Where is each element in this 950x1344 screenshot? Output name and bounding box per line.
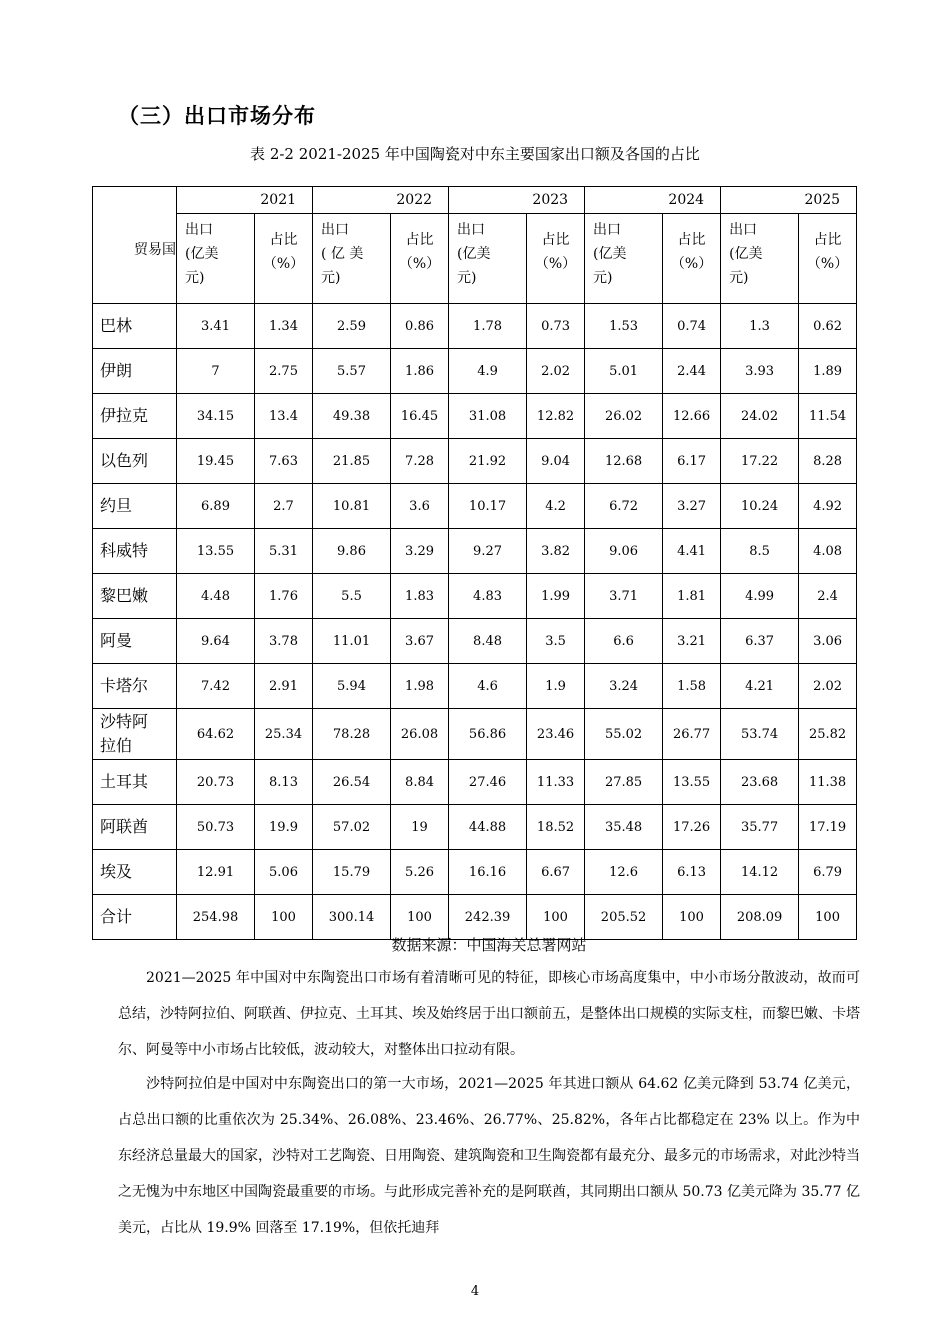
share-value-cell: 2.4 xyxy=(799,574,857,619)
export-value-cell: 10.81 xyxy=(313,484,391,529)
export-value-cell: 26.02 xyxy=(585,394,663,439)
share-value-cell: 25.82 xyxy=(799,709,857,760)
export-value-cell: 15.79 xyxy=(313,850,391,895)
share-value-cell: 6.13 xyxy=(663,850,721,895)
share-value-cell: 1.99 xyxy=(527,574,585,619)
export-value-cell: 208.09 xyxy=(721,895,799,940)
share-value-cell: 2.44 xyxy=(663,349,721,394)
export-value-cell: 11.01 xyxy=(313,619,391,664)
country-cell: 巴林 xyxy=(93,304,177,349)
export-value-cell: 6.37 xyxy=(721,619,799,664)
share-value-cell: 6.79 xyxy=(799,850,857,895)
share-value-cell: 7.28 xyxy=(391,439,449,484)
export-value-cell: 7 xyxy=(177,349,255,394)
export-value-cell: 3.93 xyxy=(721,349,799,394)
share-value-cell: 6.67 xyxy=(527,850,585,895)
export-value-cell: 26.54 xyxy=(313,760,391,805)
export-value-cell: 21.85 xyxy=(313,439,391,484)
share-value-cell: 0.62 xyxy=(799,304,857,349)
export-value-cell: 35.77 xyxy=(721,805,799,850)
share-value-cell: 0.74 xyxy=(663,304,721,349)
export-value-cell: 8.5 xyxy=(721,529,799,574)
export-value-cell: 23.68 xyxy=(721,760,799,805)
export-column-header: 出口 (亿美 元) xyxy=(449,214,527,304)
table-row xyxy=(93,760,857,805)
share-value-cell: 3.29 xyxy=(391,529,449,574)
export-value-cell: 44.88 xyxy=(449,805,527,850)
share-value-cell: 100 xyxy=(391,895,449,940)
country-cell: 阿曼 xyxy=(93,619,177,664)
share-value-cell: 1.86 xyxy=(391,349,449,394)
share-value-cell: 5.06 xyxy=(255,850,313,895)
share-value-cell: 5.31 xyxy=(255,529,313,574)
table-row xyxy=(93,805,857,850)
export-value-cell: 57.02 xyxy=(313,805,391,850)
export-value-cell: 1.53 xyxy=(585,304,663,349)
export-value-cell: 19.45 xyxy=(177,439,255,484)
share-value-cell: 3.78 xyxy=(255,619,313,664)
share-value-cell: 100 xyxy=(527,895,585,940)
sub-header-row xyxy=(93,214,857,304)
country-cell: 土耳其 xyxy=(93,760,177,805)
country-cell: 约旦 xyxy=(93,484,177,529)
export-value-cell: 21.92 xyxy=(449,439,527,484)
export-value-cell: 4.48 xyxy=(177,574,255,619)
table-row xyxy=(93,709,857,760)
export-table xyxy=(92,186,857,940)
share-value-cell: 3.21 xyxy=(663,619,721,664)
export-value-cell: 31.08 xyxy=(449,394,527,439)
share-column-header: 占比 （%） xyxy=(391,214,449,304)
export-value-cell: 6.72 xyxy=(585,484,663,529)
export-value-cell: 12.68 xyxy=(585,439,663,484)
table-row xyxy=(93,619,857,664)
share-value-cell: 8.13 xyxy=(255,760,313,805)
table-row xyxy=(93,664,857,709)
year-header: 2023 xyxy=(449,187,585,214)
export-value-cell: 9.86 xyxy=(313,529,391,574)
body-paragraph: 沙特阿拉伯是中国对中东陶瓷出口的第一大市场，2021—2025 年其进口额从 64.62 亿美元降到 53.74 亿美元，占总出口额的比重依次为 25.34%、26.08%、23.46%、26.77%、25.82%，各年占比都稳定在 23% 以上。作为中东经济总量最大的国家，沙特对工艺陶瓷、日用陶瓷、建筑陶瓷和卫生陶瓷都有最充分、最多元的市场需求，对此沙特当之无愧为中东地区中国陶瓷最重要的市场。与此形成完善补充的是阿联酋，其同期出口额从 50.73 亿美元降为 35.77 亿美元，占比从 19.9% 回落至 17.19%，但依托迪拜 xyxy=(118,1076,860,1236)
export-value-cell: 53.74 xyxy=(721,709,799,760)
export-value-cell: 300.14 xyxy=(313,895,391,940)
export-value-cell: 2.59 xyxy=(313,304,391,349)
export-value-cell: 10.24 xyxy=(721,484,799,529)
share-value-cell: 9.04 xyxy=(527,439,585,484)
share-value-cell: 4.08 xyxy=(799,529,857,574)
share-value-cell: 1.34 xyxy=(255,304,313,349)
body-paragraph: 2021—2025 年中国对中东陶瓷出口市场有着清晰可见的特征，即核心市场高度集中，中小市场分散波动，故而可总结，沙特阿拉伯、阿联酋、伊拉克、土耳其、埃及始终居于出口额前五，是整体出口规模的实际支柱，而黎巴嫩、卡塔尔、阿曼等中小市场占比较低，波动较大，对整体出口拉动有限。 xyxy=(118,970,860,1058)
share-value-cell: 3.5 xyxy=(527,619,585,664)
country-cell: 埃及 xyxy=(93,850,177,895)
export-value-cell: 4.6 xyxy=(449,664,527,709)
export-column-header: 出口 ( 亿 美 元) xyxy=(313,214,391,304)
share-value-cell: 3.82 xyxy=(527,529,585,574)
export-value-cell: 24.02 xyxy=(721,394,799,439)
share-column-header: 占比 （%） xyxy=(663,214,721,304)
share-value-cell: 1.9 xyxy=(527,664,585,709)
share-value-cell: 19.9 xyxy=(255,805,313,850)
page-number: 4 xyxy=(470,1284,480,1299)
country-cell: 沙特阿 拉伯 xyxy=(93,709,177,760)
export-value-cell: 242.39 xyxy=(449,895,527,940)
table-row xyxy=(93,895,857,940)
export-value-cell: 9.64 xyxy=(177,619,255,664)
export-value-cell: 12.91 xyxy=(177,850,255,895)
export-value-cell: 7.42 xyxy=(177,664,255,709)
share-value-cell: 11.38 xyxy=(799,760,857,805)
year-header: 2024 xyxy=(585,187,721,214)
share-value-cell: 1.98 xyxy=(391,664,449,709)
share-value-cell: 5.26 xyxy=(391,850,449,895)
table-row xyxy=(93,850,857,895)
export-value-cell: 5.01 xyxy=(585,349,663,394)
export-value-cell: 6.6 xyxy=(585,619,663,664)
export-value-cell: 64.62 xyxy=(177,709,255,760)
share-value-cell: 12.66 xyxy=(663,394,721,439)
export-value-cell: 20.73 xyxy=(177,760,255,805)
country-cell: 科威特 xyxy=(93,529,177,574)
country-cell: 阿联酋 xyxy=(93,805,177,850)
country-cell: 黎巴嫩 xyxy=(93,574,177,619)
share-value-cell: 25.34 xyxy=(255,709,313,760)
export-value-cell: 49.38 xyxy=(313,394,391,439)
export-value-cell: 3.24 xyxy=(585,664,663,709)
share-value-cell: 4.41 xyxy=(663,529,721,574)
export-value-cell: 14.12 xyxy=(721,850,799,895)
export-value-cell: 3.71 xyxy=(585,574,663,619)
share-value-cell: 13.4 xyxy=(255,394,313,439)
share-column-header: 占比 （%） xyxy=(527,214,585,304)
share-value-cell: 2.91 xyxy=(255,664,313,709)
export-value-cell: 1.78 xyxy=(449,304,527,349)
share-value-cell: 19 xyxy=(391,805,449,850)
table-row xyxy=(93,574,857,619)
share-value-cell: 8.28 xyxy=(799,439,857,484)
export-value-cell: 55.02 xyxy=(585,709,663,760)
export-value-cell: 27.85 xyxy=(585,760,663,805)
share-value-cell: 8.84 xyxy=(391,760,449,805)
export-value-cell: 3.41 xyxy=(177,304,255,349)
table-row xyxy=(93,484,857,529)
export-value-cell: 56.86 xyxy=(449,709,527,760)
share-value-cell: 0.73 xyxy=(527,304,585,349)
table-body xyxy=(93,304,857,940)
year-header: 2022 xyxy=(313,187,449,214)
share-value-cell: 12.82 xyxy=(527,394,585,439)
share-value-cell: 0.86 xyxy=(391,304,449,349)
share-value-cell: 2.7 xyxy=(255,484,313,529)
country-cell: 伊朗 xyxy=(93,349,177,394)
share-value-cell: 3.06 xyxy=(799,619,857,664)
table-row xyxy=(93,304,857,349)
export-value-cell: 34.15 xyxy=(177,394,255,439)
export-value-cell: 5.57 xyxy=(313,349,391,394)
share-column-header: 占比 （%） xyxy=(799,214,857,304)
export-value-cell: 205.52 xyxy=(585,895,663,940)
export-value-cell: 10.17 xyxy=(449,484,527,529)
share-value-cell: 3.67 xyxy=(391,619,449,664)
share-value-cell: 1.89 xyxy=(799,349,857,394)
export-value-cell: 254.98 xyxy=(177,895,255,940)
share-value-cell: 17.26 xyxy=(663,805,721,850)
share-value-cell: 13.55 xyxy=(663,760,721,805)
export-value-cell: 17.22 xyxy=(721,439,799,484)
export-value-cell: 78.28 xyxy=(313,709,391,760)
share-value-cell: 26.08 xyxy=(391,709,449,760)
table-row xyxy=(93,349,857,394)
share-value-cell: 6.17 xyxy=(663,439,721,484)
share-value-cell: 1.76 xyxy=(255,574,313,619)
export-value-cell: 1.3 xyxy=(721,304,799,349)
country-cell: 以色列 xyxy=(93,439,177,484)
export-value-cell: 4.83 xyxy=(449,574,527,619)
year-header: 2021 xyxy=(177,187,313,214)
share-value-cell: 7.63 xyxy=(255,439,313,484)
country-cell: 合计 xyxy=(93,895,177,940)
share-value-cell: 17.19 xyxy=(799,805,857,850)
export-value-cell: 5.5 xyxy=(313,574,391,619)
country-cell: 伊拉克 xyxy=(93,394,177,439)
table-row xyxy=(93,394,857,439)
share-value-cell: 3.27 xyxy=(663,484,721,529)
export-column-header: 出口 (亿美 元) xyxy=(721,214,799,304)
share-value-cell: 1.58 xyxy=(663,664,721,709)
export-value-cell: 5.94 xyxy=(313,664,391,709)
share-value-cell: 11.33 xyxy=(527,760,585,805)
share-value-cell: 3.6 xyxy=(391,484,449,529)
share-value-cell: 100 xyxy=(255,895,313,940)
export-value-cell: 13.55 xyxy=(177,529,255,574)
share-value-cell: 23.46 xyxy=(527,709,585,760)
export-value-cell: 9.06 xyxy=(585,529,663,574)
export-value-cell: 4.99 xyxy=(721,574,799,619)
country-column-header: 贸易国 xyxy=(93,187,177,304)
section-heading: （三）出口市场分布 xyxy=(118,104,316,128)
export-value-cell: 4.21 xyxy=(721,664,799,709)
share-value-cell: 18.52 xyxy=(527,805,585,850)
export-value-cell: 6.89 xyxy=(177,484,255,529)
share-value-cell: 11.54 xyxy=(799,394,857,439)
export-column-header: 出口 (亿美 元) xyxy=(177,214,255,304)
share-value-cell: 100 xyxy=(663,895,721,940)
export-value-cell: 35.48 xyxy=(585,805,663,850)
share-value-cell: 2.75 xyxy=(255,349,313,394)
export-column-header: 出口 (亿美 元) xyxy=(585,214,663,304)
share-value-cell: 2.02 xyxy=(527,349,585,394)
share-value-cell: 4.92 xyxy=(799,484,857,529)
export-value-cell: 27.46 xyxy=(449,760,527,805)
share-value-cell: 1.81 xyxy=(663,574,721,619)
export-value-cell: 9.27 xyxy=(449,529,527,574)
source-note: 数据来源：中国海关总署网站 xyxy=(391,936,587,954)
export-value-cell: 4.9 xyxy=(449,349,527,394)
share-value-cell: 100 xyxy=(799,895,857,940)
table-row xyxy=(93,439,857,484)
share-value-cell: 16.45 xyxy=(391,394,449,439)
year-header-row xyxy=(93,187,857,214)
share-value-cell: 26.77 xyxy=(663,709,721,760)
share-value-cell: 1.83 xyxy=(391,574,449,619)
country-cell: 卡塔尔 xyxy=(93,664,177,709)
share-value-cell: 2.02 xyxy=(799,664,857,709)
share-column-header: 占比 （%） xyxy=(255,214,313,304)
export-value-cell: 8.48 xyxy=(449,619,527,664)
export-value-cell: 12.6 xyxy=(585,850,663,895)
year-header: 2025 xyxy=(721,187,857,214)
share-value-cell: 4.2 xyxy=(527,484,585,529)
table-caption: 表 2-2 2021-2025 年中国陶瓷对中东主要国家出口额及各国的占比 xyxy=(250,145,700,163)
export-value-cell: 50.73 xyxy=(177,805,255,850)
table-row xyxy=(93,529,857,574)
export-value-cell: 16.16 xyxy=(449,850,527,895)
